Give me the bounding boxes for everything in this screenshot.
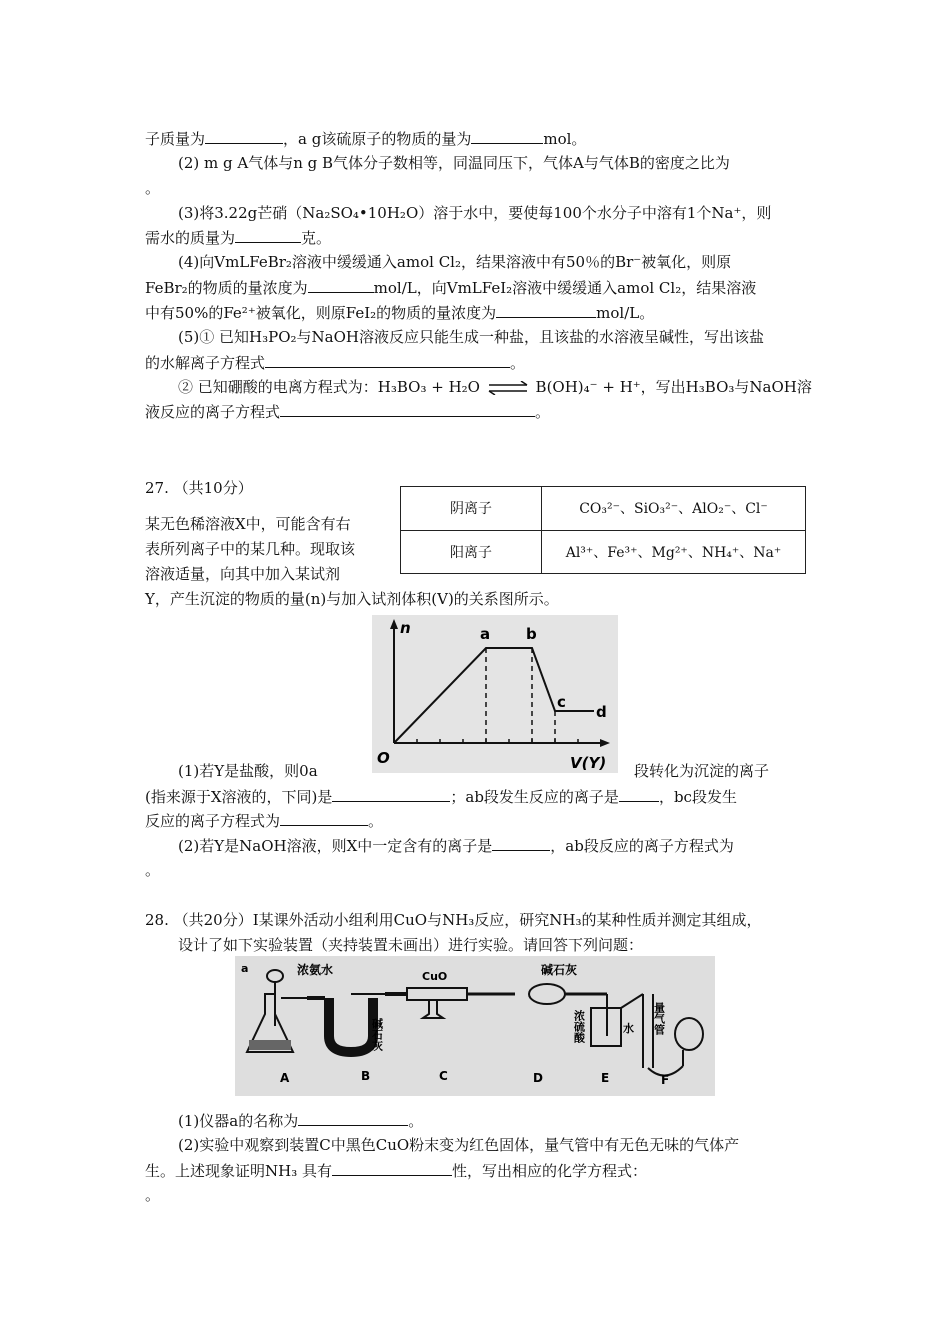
q27-p1-line3 xyxy=(145,810,383,831)
q26-p4-line3 xyxy=(145,302,654,323)
text: (2)若Y是NaOH溶液，则X中一定含有的离子是 xyxy=(178,837,493,855)
label-soda-lime-b: 碱石灰 xyxy=(370,1018,384,1051)
text: ，a g该硫原子的物质的量为 xyxy=(283,130,472,148)
answer-blank[interactable] xyxy=(308,277,374,293)
answer-blank[interactable] xyxy=(298,1110,408,1126)
q26-p4-line2 xyxy=(145,277,756,298)
label-gas-tube: 量气管 xyxy=(652,1002,666,1035)
text: ，ab段反应的离子方程式为 xyxy=(550,837,734,855)
q27-p1-line1-a: (1)若Y是盐酸，则0a xyxy=(178,762,318,780)
table-row xyxy=(401,487,806,531)
label-ammonia: 浓氨水 xyxy=(297,963,334,977)
origin-label: O xyxy=(377,749,390,767)
label-a: a xyxy=(241,962,249,975)
answer-blank[interactable] xyxy=(265,352,510,368)
answer-blank[interactable] xyxy=(471,128,543,144)
q27-intro-4: Y，产生沉淀的物质的量(n)与加入试剂体积(V)的关系图所示。 xyxy=(145,590,559,608)
text: 性，写出相应的化学方程式： xyxy=(452,1162,648,1180)
q26-p5-line2 xyxy=(145,352,525,373)
q28-line1: 28. （共20分）Ⅰ某课外活动小组利用CuO与NH₃反应，研究NH₃的某种性质并测定其组成， xyxy=(145,911,762,929)
text: ② 已知硼酸的电离方程式为：H₃BO₃ + H₂O xyxy=(178,378,480,396)
letter-f: F xyxy=(661,1073,670,1087)
answer-blank[interactable] xyxy=(280,401,535,417)
text: 。 xyxy=(535,403,551,421)
q26-p2-line2: 。 xyxy=(145,179,161,197)
point-label-b: b xyxy=(526,625,537,643)
answer-blank[interactable] xyxy=(280,810,368,826)
q26-p5b-line2 xyxy=(145,401,550,422)
text: 子质量为 xyxy=(145,130,206,148)
q28-p2-line3: 。 xyxy=(145,1186,161,1204)
text: ，bc段发生 xyxy=(658,788,737,806)
answer-blank[interactable] xyxy=(496,302,596,318)
q27-p1-line1-b: 段转化为沉淀的离子 xyxy=(634,762,770,780)
label-soda-lime-top: 碱石灰 xyxy=(541,963,578,977)
point-label-d: d xyxy=(596,703,607,721)
y-axis-label: n xyxy=(400,619,411,637)
text: mol。 xyxy=(543,130,587,148)
label-water: 水 xyxy=(623,1022,634,1035)
q27-intro-2: 表所列离子中的某几种。现取该 xyxy=(145,540,356,558)
q26-line1 xyxy=(145,128,586,149)
letter-a: A xyxy=(280,1071,290,1085)
q27-header: 27. （共10分） xyxy=(145,479,253,497)
text: B(OH)₄⁻ + H⁺，写出H₃BO₃与NaOH溶 xyxy=(535,378,812,396)
q28-p1 xyxy=(178,1110,423,1131)
q27-p2-line2: 。 xyxy=(145,861,161,879)
point-label-a: a xyxy=(480,625,491,643)
cation-list: Al³⁺、Fe³⁺、Mg²⁺、NH₄⁺、Na⁺ xyxy=(542,530,806,574)
q27-intro-3: 溶液适量，向其中加入某试剂 xyxy=(145,565,341,583)
point-label-c: c xyxy=(557,693,566,711)
text: (1)仪器a的名称为 xyxy=(178,1112,299,1130)
q27-p2-line1 xyxy=(178,835,734,856)
ion-table xyxy=(400,486,806,574)
text: 需水的质量为 xyxy=(145,229,236,247)
text: 克。 xyxy=(301,229,332,247)
apparatus-diagram xyxy=(235,956,715,1096)
text: mol/L。 xyxy=(596,304,655,322)
label-cuo: CuO xyxy=(422,970,448,983)
equilibrium-arrow-icon xyxy=(485,381,531,395)
text: 的水解离子方程式 xyxy=(145,354,266,372)
q26-p3-line2 xyxy=(145,227,331,248)
text: FeBr₂的物质的量浓度为 xyxy=(145,279,308,297)
q26-p2-line1: (2) m g A气体与n g B气体分子数相等，同温同压下，气体A与气体B的密度之比为 xyxy=(178,154,730,172)
q27-p1-line2 xyxy=(145,786,737,807)
letter-c: C xyxy=(439,1069,448,1083)
text: 液反应的离子方程式 xyxy=(145,403,281,421)
q27-intro-1: 某无色稀溶液X中，可能含有右 xyxy=(145,515,351,533)
q28-line2: 设计了如下实验装置（夹持装置未画出）进行实验。请回答下列问题： xyxy=(178,936,644,954)
answer-blank[interactable] xyxy=(332,786,450,802)
text: 生。上述现象证明NH₃ 具有 xyxy=(145,1162,332,1180)
answer-blank[interactable] xyxy=(492,835,550,851)
q26-p3-line1: (3)将3.22g芒硝（Na₂SO₄•10H₂O）溶于水中，要使每100个水分子中溶有1个Na⁺，则 xyxy=(178,204,772,222)
text: (指来源于X溶液的，下同)是 xyxy=(145,788,333,806)
answer-blank[interactable] xyxy=(332,1160,452,1176)
text: 反应的离子方程式为 xyxy=(145,812,281,830)
q26-p4-line1: (4)向VmLFeBr₂溶液中缓缓通入amol Cl₂，结果溶液中有50％的Br⁻被氧化，则原 xyxy=(178,253,732,271)
x-axis-label: V(Y) xyxy=(570,754,607,772)
anion-list: CO₃²⁻、SiO₃²⁻、AlO₂⁻、Cl⁻ xyxy=(542,487,806,531)
letter-e: E xyxy=(601,1071,610,1085)
q28-p2-line1: (2)实验中观察到装置C中黑色CuO粉末变为红色固体，量气管中有无色无味的气体产 xyxy=(178,1136,740,1154)
text: 。 xyxy=(408,1112,424,1130)
q28-p2-line2 xyxy=(145,1160,647,1181)
cation-label: 阳离子 xyxy=(401,530,542,574)
letter-d: D xyxy=(533,1071,543,1085)
answer-blank[interactable] xyxy=(235,227,301,243)
q26-p5b-line1 xyxy=(178,377,812,397)
table-row xyxy=(401,530,806,574)
precipitate-graph xyxy=(372,615,618,773)
text: 中有50%的Fe²⁺被氧化，则原FeI₂的物质的量浓度为 xyxy=(145,304,497,322)
text: 。 xyxy=(368,812,384,830)
answer-blank[interactable] xyxy=(205,128,283,144)
anion-label: 阴离子 xyxy=(401,487,542,531)
text: mol/L，向VmLFeI₂溶液中缓缓通入amol Cl₂，结果溶液 xyxy=(373,279,757,297)
answer-blank[interactable] xyxy=(619,786,659,802)
text: 。 xyxy=(510,354,526,372)
text: ；ab段发生反应的离子是 xyxy=(450,788,619,806)
label-conc-acid: 浓硫酸 xyxy=(572,1010,586,1043)
letter-b: B xyxy=(361,1069,371,1083)
q26-p5-line1: (5)① 已知H₃PO₂与NaOH溶液反应只能生成一种盐，且该盐的水溶液呈碱性，写出该盐 xyxy=(178,328,764,346)
